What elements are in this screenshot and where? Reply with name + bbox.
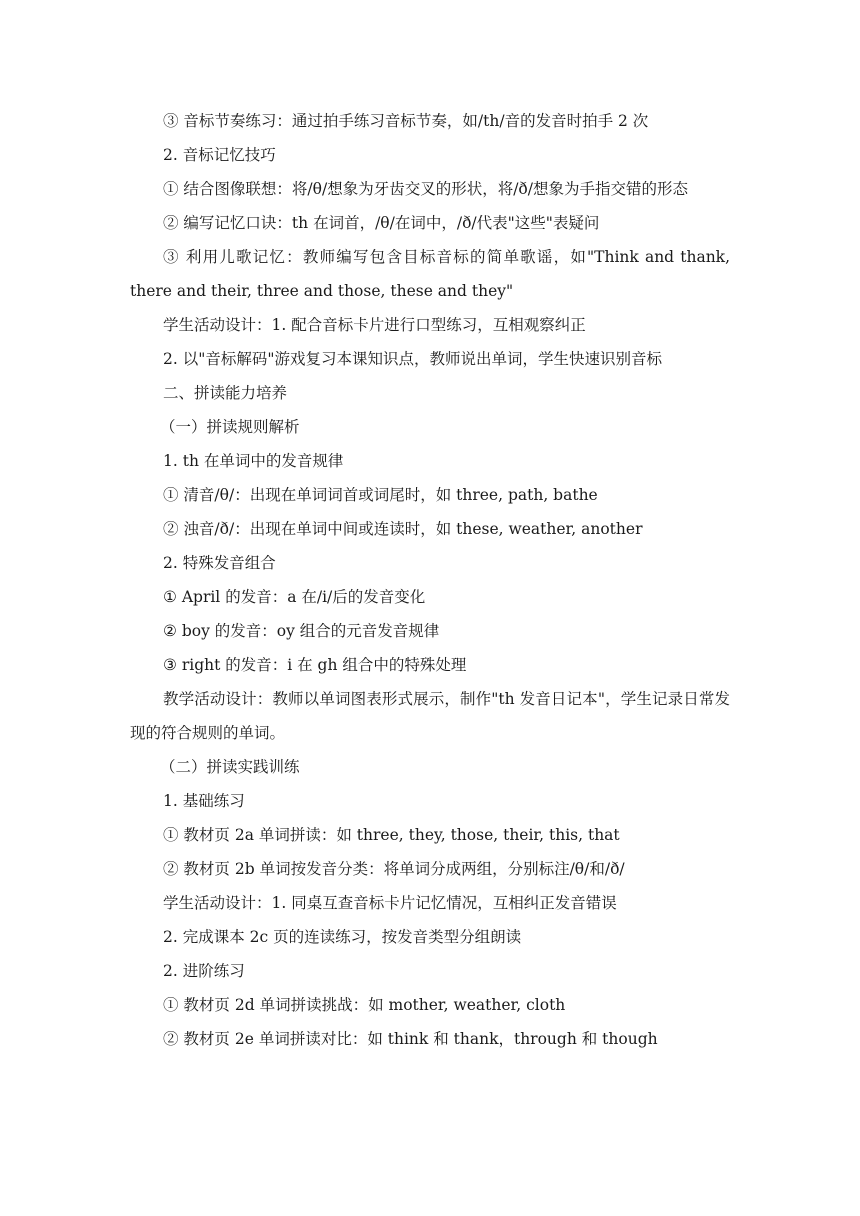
page-2d-item: ① 教材页 2d 单词拼读挑战：如 mother, weather, cloth bbox=[163, 996, 566, 1014]
voiced-item: ② 浊音/ð/：出现在单词中间或连读时，如 these, weather, another bbox=[163, 520, 643, 538]
th-pronunciation-heading: 1. th 在单词中的发音规律 bbox=[163, 452, 344, 470]
boy-item: ② boy 的发音：oy 组合的元音发音规律 bbox=[163, 622, 440, 640]
image-association-item: ① 结合图像联想：将/θ/想象为牙齿交叉的形状，将/ð/想象为手指交错的形态 bbox=[163, 180, 688, 198]
student-activity-1: 学生活动设计：1. 配合音标卡片进行口型练习，互相观察纠正 bbox=[163, 316, 586, 334]
rhythm-practice-item: ③ 音标节奏练习：通过拍手练习音标节奏，如/th/音的发音时拍手 2 次 bbox=[163, 112, 649, 130]
page-2e-item: ② 教材页 2e 单词拼读对比：如 think 和 thank，through 和 though bbox=[163, 1030, 658, 1048]
teaching-activity: 教学活动设计：教师以单词图表形式展示，制作"th 发音日记本"，学生记录日常发现的符合规则的单词。 bbox=[130, 690, 730, 742]
special-combinations-heading: 2. 特殊发音组合 bbox=[163, 554, 276, 572]
student-activity-2: 2. 以"音标解码"游戏复习本课知识点，教师说出单词，学生快速识别音标 bbox=[163, 350, 662, 368]
memory-tips-heading: 2. 音标记忆技巧 bbox=[163, 146, 276, 164]
student-activity-4: 2. 完成课本 2c 页的连读练习，按发音类型分组朗读 bbox=[163, 928, 522, 946]
section-heading-spelling: 二、拼读能力培养 bbox=[163, 384, 288, 402]
subsection-heading-rules: （一）拼读规则解析 bbox=[160, 418, 300, 436]
document-body bbox=[130, 104, 730, 1056]
mnemonic-item: ② 编写记忆口诀：th 在词首，/θ/在词中，/ð/代表"这些"表疑问 bbox=[163, 214, 600, 232]
april-item: ① April 的发音：a 在/i/后的发音变化 bbox=[163, 588, 426, 606]
basic-practice-heading: 1. 基础练习 bbox=[163, 792, 245, 810]
voiceless-item: ① 清音/θ/：出现在单词词首或词尾时，如 three, path, bathe bbox=[163, 486, 598, 504]
page-2a-item: ① 教材页 2a 单词拼读：如 three, they, those, their, this, that bbox=[163, 826, 620, 844]
student-activity-3: 学生活动设计：1. 同桌互查音标卡片记忆情况，互相纠正发音错误 bbox=[163, 894, 617, 912]
advanced-practice-heading: 2. 进阶练习 bbox=[163, 962, 245, 980]
page-2b-item: ② 教材页 2b 单词按发音分类：将单词分成两组，分别标注/θ/和/ð/ bbox=[163, 860, 625, 878]
right-item: ③ right 的发音：i 在 gh 组合中的特殊处理 bbox=[163, 656, 467, 674]
nursery-rhyme-item: ③ 利用儿歌记忆：教师编写包含目标音标的简单歌谣，如"Think and thank, there and their, three and those, these and they" bbox=[130, 248, 730, 300]
subsection-heading-practice: （二）拼读实践训练 bbox=[160, 758, 300, 776]
